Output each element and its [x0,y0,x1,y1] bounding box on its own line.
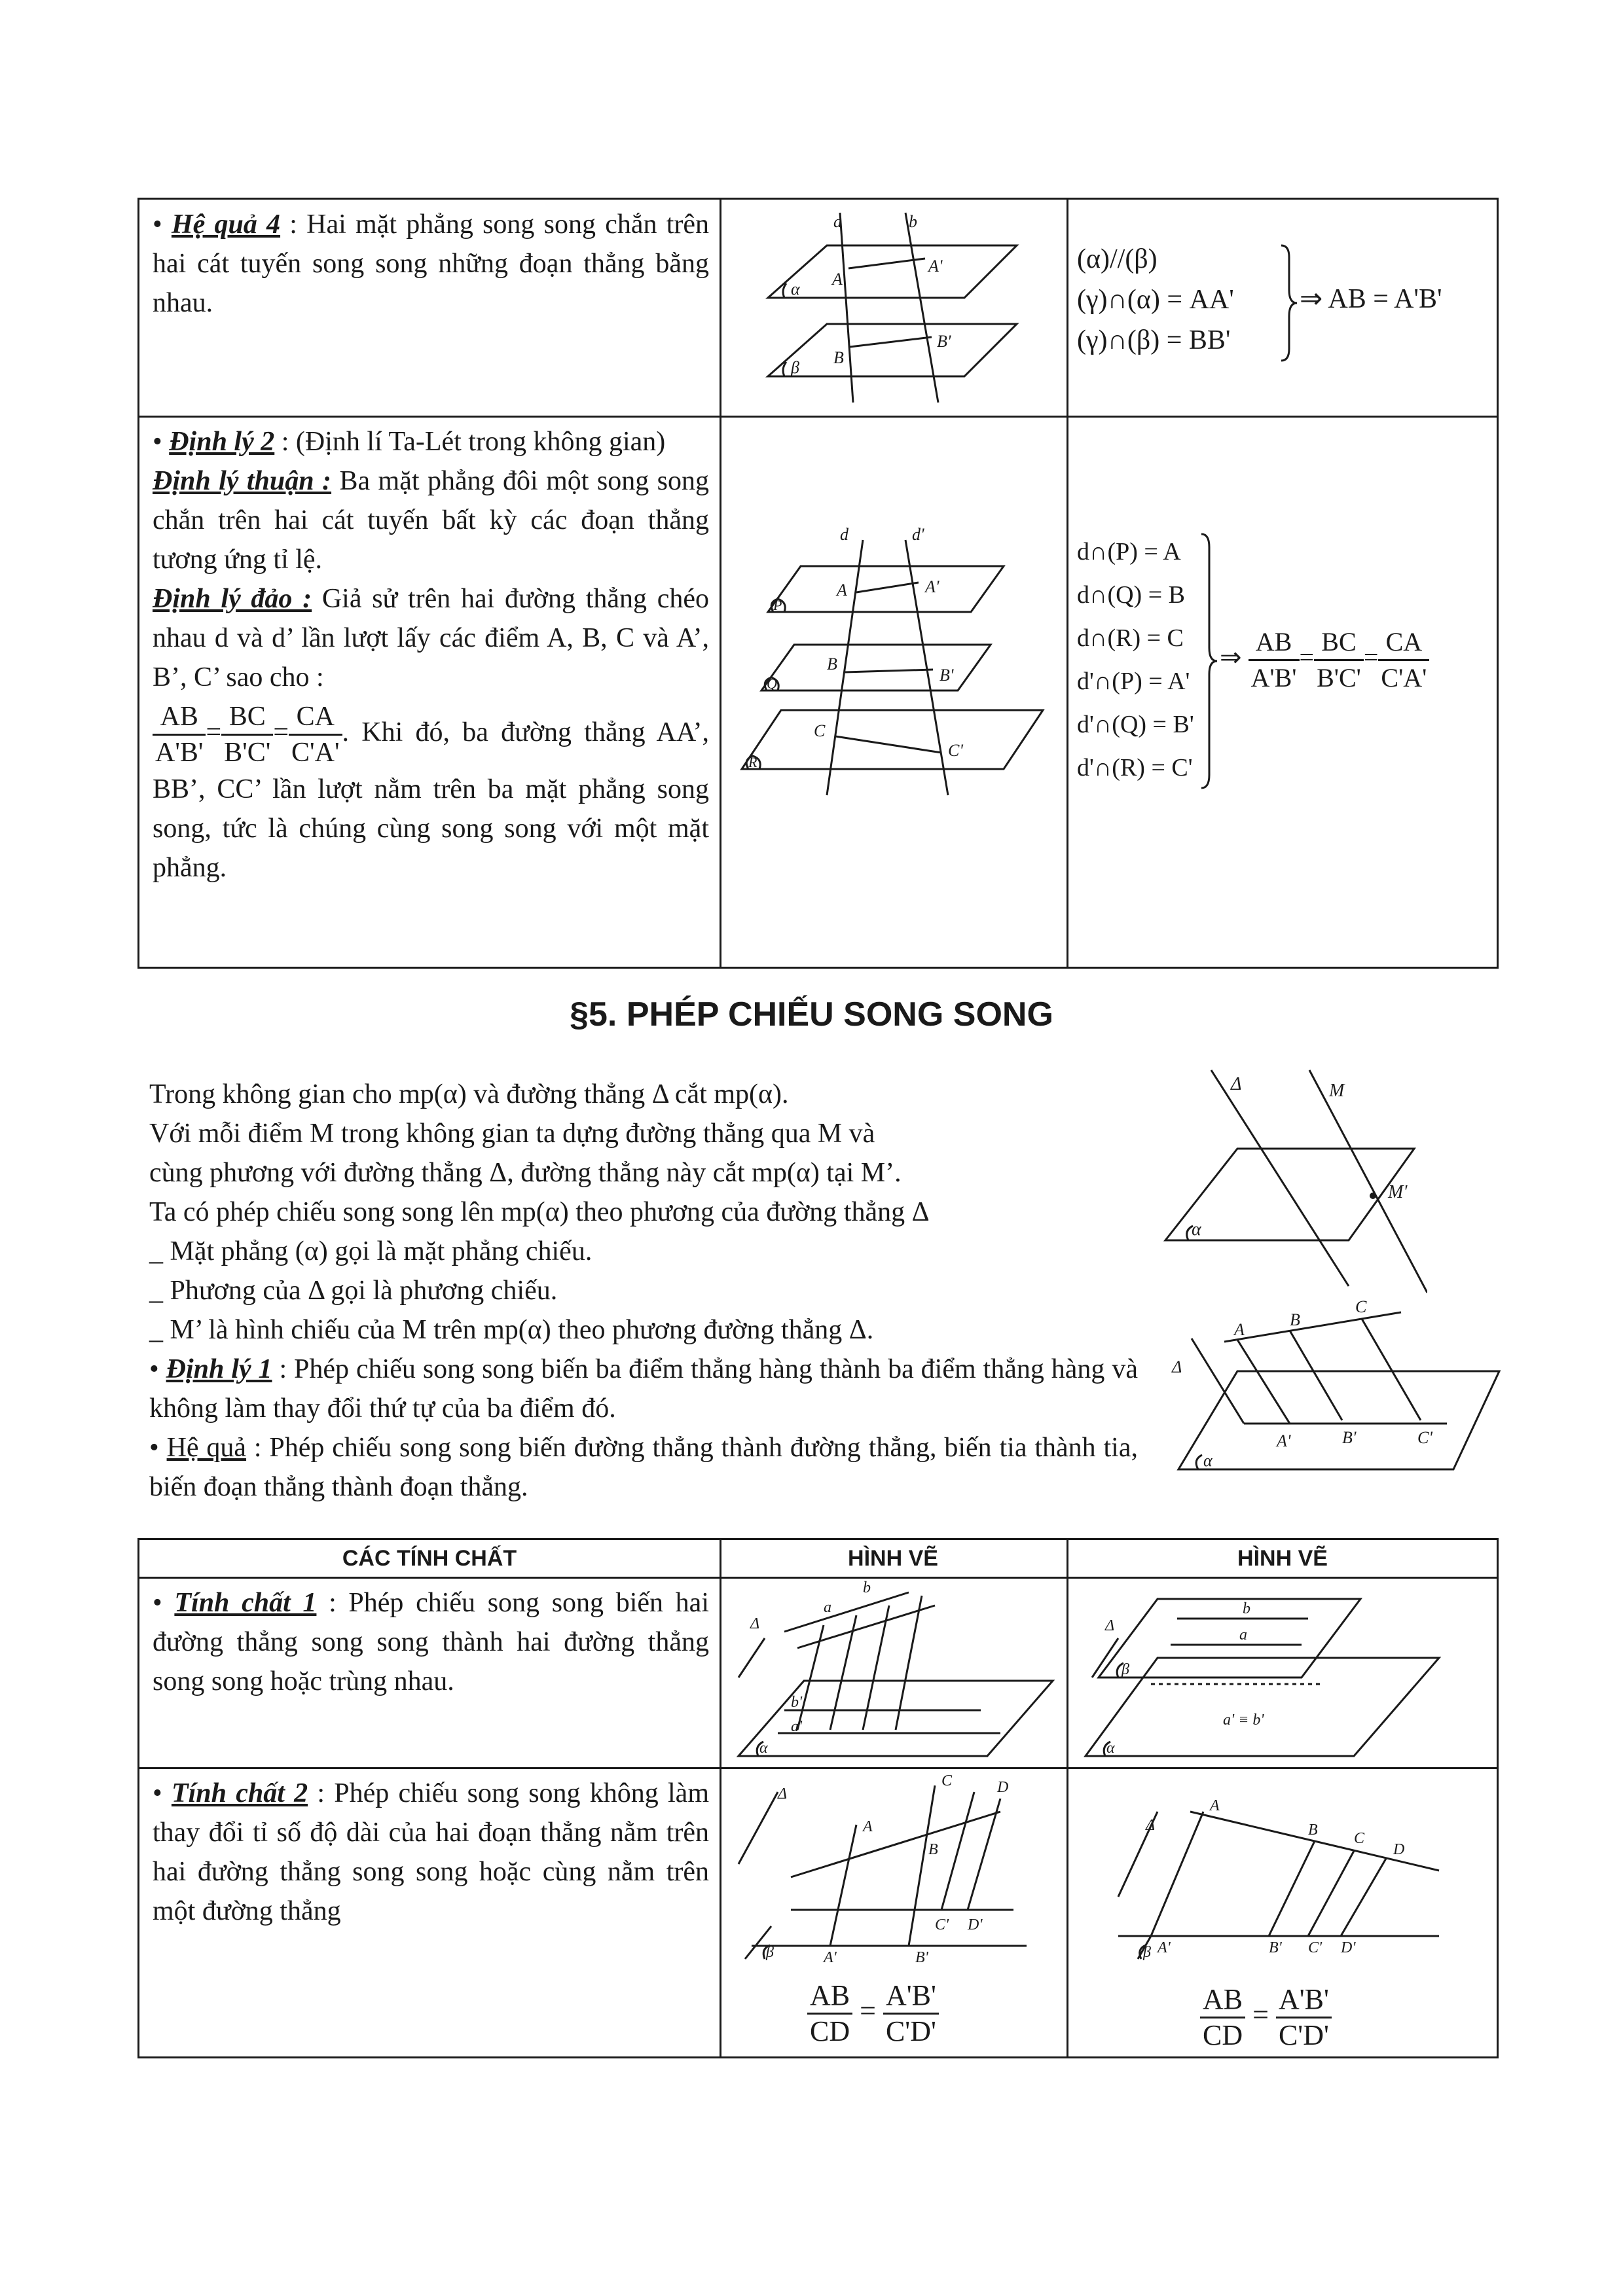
fig-label: B' [939,666,954,685]
fig-label: b [863,1579,871,1596]
fig-label: A' [1277,1431,1291,1450]
fig-label: C' [1417,1428,1432,1447]
fig-label: B [1308,1821,1318,1839]
fraction: $\frac{BC}{B'C'}$ [1314,625,1364,695]
tinh-chat-1-text: • Tính chất 1 : Phép chiếu song song biến hai đường thẳng song song thành hai đường thẳng song song hoặc trùng nhau. [153,1588,709,1696]
fraction: $\frac{AB}{A'B'}$ [153,700,206,770]
fig-label: C [1354,1830,1365,1847]
fig-label: B' [937,332,951,351]
fig-label: Δ [1105,1617,1115,1634]
fig-label: β [1122,1661,1129,1678]
column-divider [1067,200,1068,967]
fig-label: B [833,348,844,367]
fig-label: Δ [1231,1074,1242,1094]
figure-projection-three-points [1159,1299,1506,1482]
section-title: §5. PHÉP CHIẾU SONG SONG [570,996,1053,1033]
fraction: $\frac{A'B'}{C'D'}$ [1276,1982,1332,2053]
fig-label: B [827,655,837,673]
fraction: $\frac{AB}{CD}$ [1200,1982,1245,2053]
dinh-ly-2-text: • Định lý 2 : (Định lí Ta-Lét trong không gian) Định lý thuận : Ba mặt phẳng đôi một song song chắn trên hai cát tuyến bất kỳ các đoạn thẳng tương ứng tỉ lệ. Định lý đảo : Giả sử trên hai đường thẳng chéo nhau d và d’ lần lượt lấy các điểm A, B, C và A’, B’, C’ sao cho : $\frac{AB}{A'B'}$ = $\frac{BC}{B'C'}$ = $\frac{CA}{C'A'}$ . Khi đó, ba đường thẳng AA’, BB’, CC’ lần lượt nằm trên ba mặt phẳng song song, tức là chúng cùng song song với một mặt phẳng. [153,427,709,883]
fig-label: A [863,1818,873,1835]
fig-label: C [1355,1299,1367,1316]
row-divider [139,1767,1497,1769]
fig-label: β [766,1944,774,1961]
fig-label: D [1393,1841,1405,1858]
fig-label: β [1143,1944,1151,1961]
figure-thales-space [729,527,1063,893]
figure-projection-point [1152,1064,1427,1306]
figure-parallel-planes [729,206,1063,409]
fig-label: R [748,754,757,770]
fig-label: M [1329,1081,1345,1101]
fraction: $\frac{AB}{CD}$ [807,1979,852,2049]
fig-label: C [814,721,826,740]
column-divider [720,1540,721,2056]
fig-label: A' [925,577,939,596]
fig-label: Q [767,675,777,692]
fig-label: d [840,527,848,544]
fraction: $\frac{AB}{A'B'}$ [1249,625,1300,695]
fig-label: A [837,581,847,600]
fig-label: A' [824,1949,837,1962]
top-table [137,198,1499,969]
dinh-ly-thuan-label: Định lý thuận : [153,466,332,496]
header-properties: CÁC TÍNH CHẤT [342,1546,517,1571]
fig-label: b' [791,1694,803,1711]
fig-label: β [791,358,799,377]
he-qua-label: Hệ quả [166,1433,247,1463]
ratio-formula-b: $\frac{AB}{CD}$ = $\frac{A'B'}{C'D'}$ [1200,1982,1332,2053]
fig-label: a [833,212,842,231]
fig-label: α [1203,1451,1213,1470]
he-qua-4-formula: (α)//(β) (γ)∩(α) = AA' (γ)∩(β) = BB' ⇒ AB = A'B' [1077,239,1496,383]
figure-ratio-parallel [725,1772,1063,1962]
tinh-chat-1-label: Tính chất 1 [174,1588,317,1618]
fraction: $\frac{CA}{C'A'}$ [289,700,342,770]
fig-label: B [928,1841,938,1858]
fig-label: α [1192,1219,1201,1240]
column-divider [720,200,721,967]
fig-label: C' [935,1916,949,1933]
intro-text: Trong không gian cho mp(α) và đường thẳng Δ cắt mp(α). Với mỗi điểm M trong không gian ta dựng đường thẳng qua M và cùng phương với đường thẳng Δ, đường thẳng này cắt mp(α) tại M’. Ta có phép chiếu song song lên mp(α) theo phương của đường thẳng Δ _ Mặt phẳng (α) gọi là mặt phẳng chiếu. _ Phương của Δ gọi là phương chiếu. _ M’ là hình chiếu của M trên mp(α) theo phương đường thẳng Δ. • Định lý 1 : Phép chiếu song song biến ba điểm thẳng hàng thành ba điểm thẳng hàng và không làm thay đổi thứ tự của ba điểm đó. • Hệ quả : Phép chiếu song song biến đường thẳng thành đường thẳng, biến tia thành tia, biến đoạn thẳng thành đoạn thẳng. [149,1079,1138,1502]
fig-label: D [997,1779,1009,1796]
tinh-chat-2-label: Tính chất 2 [171,1778,308,1808]
fig-label: d' [912,527,924,544]
fig-label: B [1290,1310,1300,1329]
fig-label: B' [1342,1428,1357,1447]
fig-label: P [773,597,782,613]
fig-label: α [759,1740,768,1757]
fig-label: b [909,212,917,231]
figure-ratio-same-line [1072,1772,1495,1962]
fig-label: α [791,279,800,298]
fraction: $\frac{BC}{B'C'}$ [221,700,273,770]
brace [1199,533,1218,789]
fig-label: Δ [778,1785,788,1803]
fig-label: a [824,1599,831,1616]
dinh-ly-dao-label: Định lý đảo : [153,584,312,614]
fig-label: C' [1308,1939,1322,1956]
fig-label: a [1239,1626,1247,1643]
dinh-ly-1-label: Định lý 1 [166,1354,272,1384]
fig-label: Δ [1172,1357,1182,1376]
header-figure: HÌNH VẼ [848,1546,938,1571]
fig-label: A [1210,1797,1220,1814]
he-qua-4-text: • Hệ quả 4 : Hai mặt phẳng song song chắn trên hai cát tuyến song song những đoạn thẳng bằng nhau. [153,209,709,318]
point-m-prime [1370,1193,1376,1199]
fraction: $\frac{CA}{C'A'}$ [1378,625,1429,695]
fig-label: a' ≡ b' [1223,1712,1264,1729]
fig-label: A' [1158,1939,1171,1956]
he-qua-4-label: Hệ quả 4 [171,209,281,240]
fig-label: B' [915,1949,928,1962]
fig-label: a' [791,1718,803,1735]
fig-label: D' [1341,1939,1356,1956]
figure-parallel-lines-projection [725,1579,1063,1766]
dinh-ly-2-label: Định lý 2 [169,427,275,457]
header-divider [139,1577,1497,1579]
column-divider [1067,1540,1068,2056]
fig-label: α [1106,1740,1115,1757]
fig-label: D' [968,1916,983,1933]
row-divider [139,416,1497,418]
tinh-chat-2-text: • Tính chất 2 : Phép chiếu song song không làm thay đổi tỉ số độ dài của hai đoạn thẳng nằm trên hai đường thẳng song song hoặc cùng nằm trên một đường thẳng [153,1778,709,1926]
fig-label: C [941,1772,953,1789]
brace [1279,244,1298,362]
fig-label: M' [1388,1182,1408,1202]
fig-label: Δ [750,1615,760,1632]
ratio-formula-a: $\frac{AB}{CD}$ = $\frac{A'B'}{C'D'}$ [807,1979,939,2049]
fig-label: A [1234,1320,1245,1339]
fraction: $\frac{A'B'}{C'D'}$ [883,1979,939,2049]
properties-table [137,1538,1499,2058]
fig-label: A' [928,257,943,276]
figure-parallel-lines-coincide [1072,1579,1495,1766]
fig-label: B' [1269,1939,1282,1956]
header-figure: HÌNH VẼ [1237,1546,1328,1571]
dinh-ly-2-formula: d∩(P) = A d∩(Q) = B d∩(R) = C d'∩(P) = A' d'∩(Q) = B' d'∩(R) = C' ⇒ $\frac{AB}{A'B'}$ = $\frac{BC}{B'C'}$ = $\frac{CA}{C'A'}$ [1077,530,1496,792]
fig-label: A [832,270,843,289]
fig-label: Δ [1146,1817,1156,1834]
fig-label: b [1243,1600,1250,1617]
fig-label: C' [948,741,963,760]
